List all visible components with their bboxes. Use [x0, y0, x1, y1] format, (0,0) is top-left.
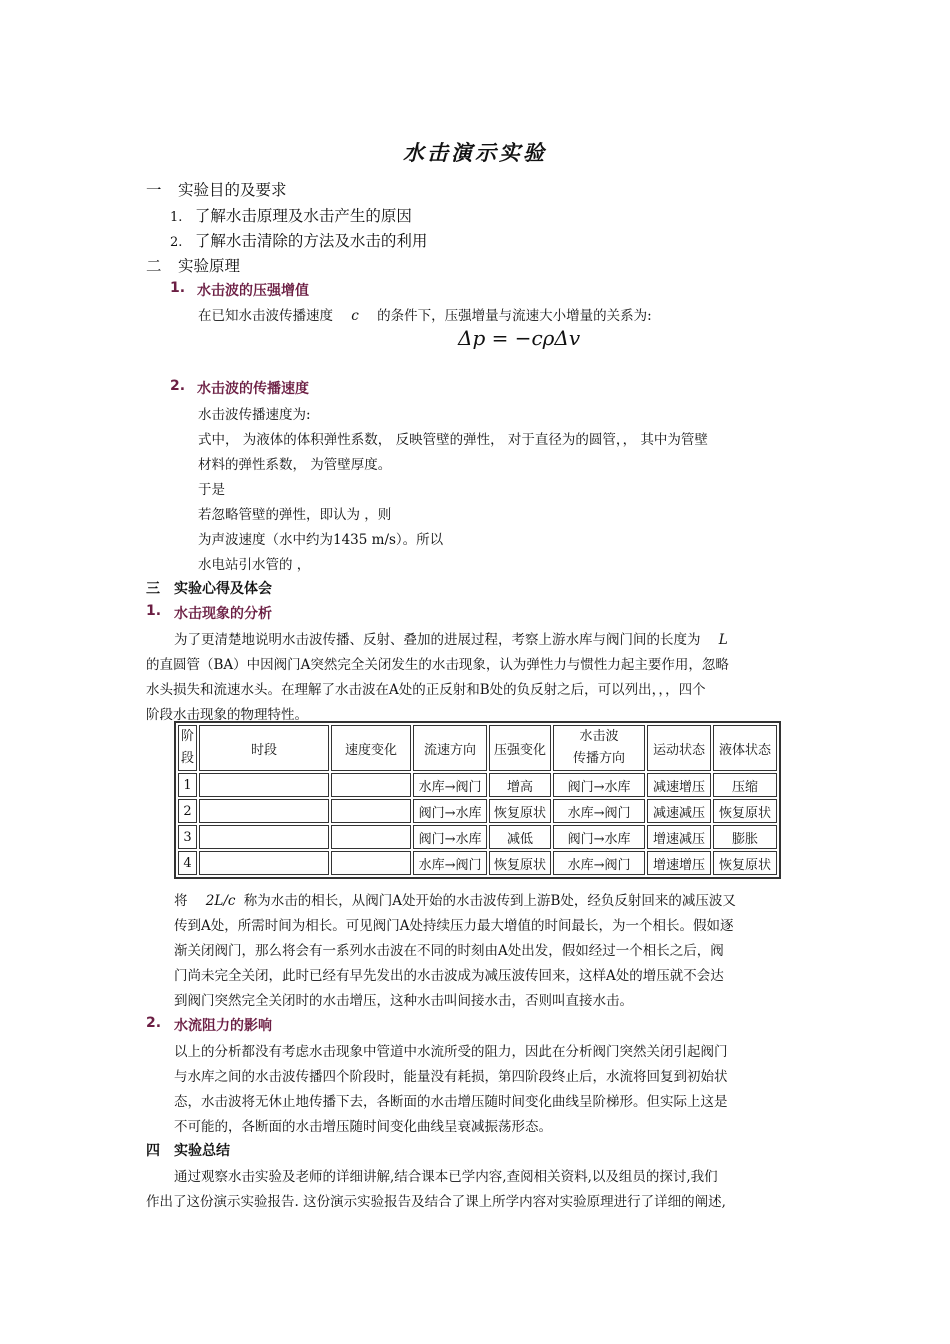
subsection-title: 水击现象的分析 [174, 606, 272, 622]
table-cell [199, 825, 329, 849]
section-3-number: 三 [146, 581, 160, 597]
section-4-title: 实验总结 [174, 1143, 230, 1159]
table-cell [331, 773, 411, 797]
subsection-number: 1. [146, 603, 162, 619]
list-item: 1. 了解水击原理及水击产生的原因 [170, 207, 412, 225]
paragraph-line: 通过观察水击实验及老师的详细讲解,结合课本已学内容,查阅相关资料,以及组员的探讨,我们 [174, 1169, 718, 1185]
table-cell [331, 851, 411, 875]
subsection-number: 2. [146, 1015, 162, 1031]
table-cell: 2 [178, 799, 197, 823]
formula: Δp = −cρΔv [458, 326, 581, 350]
section-4-number: 四 [146, 1143, 160, 1159]
table-header-row [178, 725, 777, 771]
paragraph-line: 传到A处，所需时间为相长。可见阀门A处持续压力最大增值的时间最长，为一个相长。假如逐 [174, 918, 734, 934]
paragraph-line: 为了更清楚地说明水击波传播、反射、叠加的进展过程，考察上游水库与阀门间的长度为 L [174, 632, 728, 648]
table-header-cell: 时段 [199, 725, 329, 771]
paragraph-line: 阶段水击现象的物理特性。 [146, 707, 308, 723]
paragraph-line: 门尚未完全关闭，此时已经有早先发出的水击波成为减压波传回来，这样A处的增压就不会达 [174, 968, 724, 984]
section-3-title: 实验心得及体会 [174, 581, 272, 597]
table-cell: 水库→阀门 [553, 799, 645, 823]
table-cell: 减低 [489, 825, 551, 849]
table-cell [331, 799, 411, 823]
section-1-title: 实验目的及要求 [178, 181, 287, 199]
table-cell [199, 799, 329, 823]
paragraph-line: 水电站引水管的 ， [198, 557, 311, 573]
section-2-number: 二 [146, 257, 162, 275]
table-cell: 水库→阀门 [413, 851, 487, 875]
table-row [178, 773, 777, 797]
table-cell: 膨胀 [713, 825, 777, 849]
table-header-cell: 水击波 传播方向 [553, 725, 645, 771]
table-cell: 水库→阀门 [413, 773, 487, 797]
water-hammer-stages-table [174, 721, 781, 879]
table-cell: 压缩 [713, 773, 777, 797]
paragraph-line: 水击波传播速度为: [198, 407, 311, 423]
table-header-cell: 压强变化 [489, 725, 551, 771]
table-cell: 减速增压 [647, 773, 711, 797]
paragraph-line: 式中， 为液体的体积弹性系数， 反映管壁的弹性， 对于直径为的圆管，， 其中为管壁 [198, 432, 708, 448]
table-cell: 减速减压 [647, 799, 711, 823]
paragraph-line: 以上的分析都没有考虑水击现象中管道中水流所受的阻力，因此在分析阀门突然关闭引起阀门 [174, 1044, 728, 1060]
page-title: 水击演示实验 [403, 140, 547, 165]
table-cell: 阀门→水库 [413, 799, 487, 823]
section-2-title: 实验原理 [178, 257, 241, 275]
paragraph-line: 作出了这份演示实验报告. 这份演示实验报告及结合了课上所学内容对实验原理进行了详细的阐述, [146, 1194, 726, 1210]
table-cell [199, 851, 329, 875]
paragraph-line: 材料的弹性系数， 为管壁厚度。 [198, 457, 392, 473]
table-header-cell: 速度变化 [331, 725, 411, 771]
subsection-number: 2. [170, 378, 186, 394]
table-row [178, 799, 777, 823]
list-item: 2. 了解水击清除的方法及水击的利用 [170, 232, 428, 250]
table-cell: 阀门→水库 [553, 773, 645, 797]
table-cell: 增速减压 [647, 825, 711, 849]
table-cell [331, 825, 411, 849]
paragraph: 在已知水击波传播速度 c 的条件下，压强增量与流速大小增量的关系为: [198, 308, 652, 324]
paragraph-line: 为声波速度（水中约为1435 m/s）。所以 [198, 532, 444, 548]
table-row [178, 825, 777, 849]
table-cell: 恢复原状 [713, 799, 777, 823]
table-cell: 恢复原状 [489, 799, 551, 823]
subsection-number: 1. [170, 280, 186, 296]
subsection-title: 水流阻力的影响 [174, 1018, 272, 1034]
paragraph-line: 于是 [198, 482, 225, 498]
table-cell: 3 [178, 825, 197, 849]
subsection-title: 水击波的压强增值 [197, 283, 309, 299]
table-cell: 增高 [489, 773, 551, 797]
table-cell: 4 [178, 851, 197, 875]
section-1-number: 一 [146, 181, 162, 199]
table-header-cell: 流速方向 [413, 725, 487, 771]
subsection-title: 水击波的传播速度 [197, 381, 309, 397]
paragraph-line: 水头损失和流速水头。在理解了水击波在A处的正反射和B处的负反射之后，可以列出，，，四个 [146, 682, 706, 698]
paragraph-line: 态，水击波将无休止地传播下去，各断面的水击增压随时间变化曲线呈阶梯形。但实际上这是 [174, 1094, 728, 1110]
paragraph-line: 渐关闭阀门，那么将会有一系列水击波在不同的时刻由A处出发，假如经过一个相长之后，阀 [174, 943, 724, 959]
table-cell: 阀门→水库 [413, 825, 487, 849]
table-header-cell: 运动状态 [647, 725, 711, 771]
paragraph-line: 到阀门突然完全关闭时的水击增压，这种水击叫间接水击，否则叫直接水击。 [174, 993, 633, 1009]
table-header-cell: 液体状态 [713, 725, 777, 771]
table-cell: 恢复原状 [489, 851, 551, 875]
table-cell: 增速增压 [647, 851, 711, 875]
paragraph-line: 将 2L/c 称为水击的相长，从阀门A处开始的水击波传到上游B处，经负反射回来的减压波又 [174, 893, 736, 909]
table-cell: 水库→阀门 [553, 851, 645, 875]
table-header-cell: 阶 段 [178, 725, 197, 771]
table-row [178, 851, 777, 875]
paragraph-line: 的直圆管（BA）中因阀门A突然完全关闭发生的水击现象，认为弹性力与惯性力起主要作用，忽略 [146, 657, 729, 673]
table-cell: 1 [178, 773, 197, 797]
table-cell: 阀门→水库 [553, 825, 645, 849]
table-cell [199, 773, 329, 797]
paragraph-line: 与水库之间的水击波传播四个阶段时，能量没有耗损，第四阶段终止后，水流将回复到初始状 [174, 1069, 728, 1085]
paragraph-line: 若忽略管壁的弹性，即认为 ，则 [198, 507, 392, 523]
paragraph-line: 不可能的，各断面的水击增压随时间变化曲线呈衰减振荡形态。 [174, 1119, 552, 1135]
table-cell: 恢复原状 [713, 851, 777, 875]
